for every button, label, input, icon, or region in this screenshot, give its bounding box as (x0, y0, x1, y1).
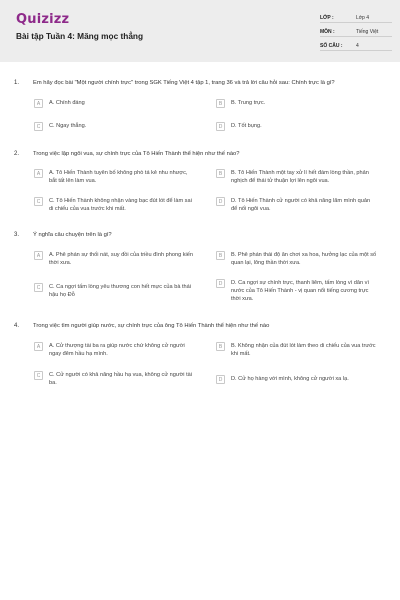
option-4d[interactable] (216, 375, 377, 384)
option-1a[interactable] (34, 99, 195, 108)
option-letter: A (34, 169, 43, 178)
option-text: D. Cử họ hàng với mình, không cử người xa lạ. (231, 376, 349, 382)
option-2b[interactable] (216, 169, 377, 185)
question-text: Ý nghĩa câu chuyện trên là gì? (33, 232, 112, 238)
question-number: 1. (14, 80, 20, 86)
quizizz-logo: Quizizz (16, 12, 70, 27)
option-1c[interactable] (34, 122, 195, 131)
question-text: Trong việc lập ngôi vua, sự chính trực của Tô Hiến Thành thể hiện như thế nào? (33, 151, 240, 157)
option-letter: D (216, 122, 225, 131)
option-letter: A (34, 342, 43, 351)
meta-value: 4 (356, 43, 359, 49)
option-3b[interactable] (216, 251, 377, 267)
option-4b[interactable] (216, 342, 377, 358)
meta-row-grade (320, 14, 392, 23)
option-letter: A (34, 99, 43, 108)
meta-value: Tiếng Việt (356, 29, 379, 35)
option-letter: D (216, 197, 225, 206)
option-letter: B (216, 342, 225, 351)
option-text: B. Tô Hiến Thành một tay xử lí hết đám lòng thần, phản nghịch để thái tử thuận lợi lên ngôi vua. (231, 170, 369, 184)
option-letter: B (216, 99, 225, 108)
option-text: A. Cử thượng tài ba ra giúp nước chứ không cử người ngay đêm hầu hạ mình. (49, 343, 185, 357)
option-3c[interactable] (34, 283, 195, 299)
option-2c[interactable] (34, 197, 195, 213)
option-letter: C (34, 283, 43, 292)
option-text: D. Tốt bụng. (231, 123, 262, 129)
option-text: B. Không nhận của đút lót làm theo di chiếu của vua trước khi mất. (231, 343, 376, 357)
option-text: D. Ca ngợi sự chính trực, thanh liêm, tấm lòng vì dân vì nước của Tô Hiến Thành - vị quan nổi tiếng cương trực thời xưa. (231, 280, 370, 302)
option-4c[interactable] (34, 371, 195, 387)
option-1b[interactable] (216, 99, 377, 108)
meta-value: Lớp 4 (356, 15, 370, 21)
option-text: A. Phê phán sự thối nát, suy đồi của triều đình phong kiến thời xưa. (49, 252, 193, 266)
option-text: A. Tô Hiến Thành tuyên bố không phò tá kẻ nhu nhược, bắt tất lên làm vua. (49, 170, 188, 184)
worksheet-meta (320, 14, 392, 56)
question-number: 3. (14, 232, 20, 238)
option-letter: D (216, 375, 225, 384)
meta-label: MÔN : (320, 29, 335, 35)
option-3d[interactable] (216, 279, 377, 303)
question-number: 2. (14, 151, 20, 157)
option-text: A. Chính đáng (49, 100, 85, 106)
option-text: C. Ca ngợi tấm lòng yêu thương con hết mực của bà thái hậu họ Đỗ (49, 284, 192, 298)
option-text: D. Tô Hiến Thành cử người có khả năng lãm mình quản để nối ngôi vua. (231, 198, 371, 212)
option-letter: C (34, 122, 43, 131)
option-letter: B (216, 251, 225, 260)
question-text: Em hãy đọc bài "Một người chính trực" trong SGK Tiếng Việt 4 tập 1, trang 36 và trả lời câu hỏi sau: Chính trực là gì? (33, 80, 335, 86)
option-letter: D (216, 279, 225, 288)
option-letter: B (216, 169, 225, 178)
meta-row-question-count (320, 42, 392, 51)
option-1d[interactable] (216, 122, 377, 131)
option-text: C. Cử người có khả năng hầu hạ vua, không cử người tài ba. (49, 372, 192, 386)
meta-row-subject (320, 28, 392, 37)
option-4a[interactable] (34, 342, 195, 358)
option-text: C. Tô Hiến Thành không nhận vàng bạc đút lót để làm sai di chiếu của vua trước khi mất. (49, 198, 192, 212)
option-letter: C (34, 197, 43, 206)
question-text: Trong việc tìm người giúp nước, sự chính trực của ông Tô Hiến Thành thể hiện như thế nào (33, 323, 270, 329)
option-text: C. Ngay thẳng. (49, 123, 87, 129)
meta-label: LỚP : (320, 15, 334, 21)
question-number: 4. (14, 323, 20, 329)
option-text: B. Trung trực. (231, 100, 266, 106)
option-2d[interactable] (216, 197, 377, 213)
option-3a[interactable] (34, 251, 195, 267)
option-letter: C (34, 371, 43, 380)
option-2a[interactable] (34, 169, 195, 185)
option-text: B. Phê phán thái độ ăn chơi xa hoa, hưởng lạc của một số quan lại, lông thần thời xưa. (231, 252, 377, 266)
worksheet-header (0, 0, 400, 62)
meta-label: SỐ CÂU : (320, 43, 343, 49)
worksheet-title: Bài tập Tuần 4: Măng mọc thẳng (16, 31, 144, 41)
option-letter: A (34, 251, 43, 260)
